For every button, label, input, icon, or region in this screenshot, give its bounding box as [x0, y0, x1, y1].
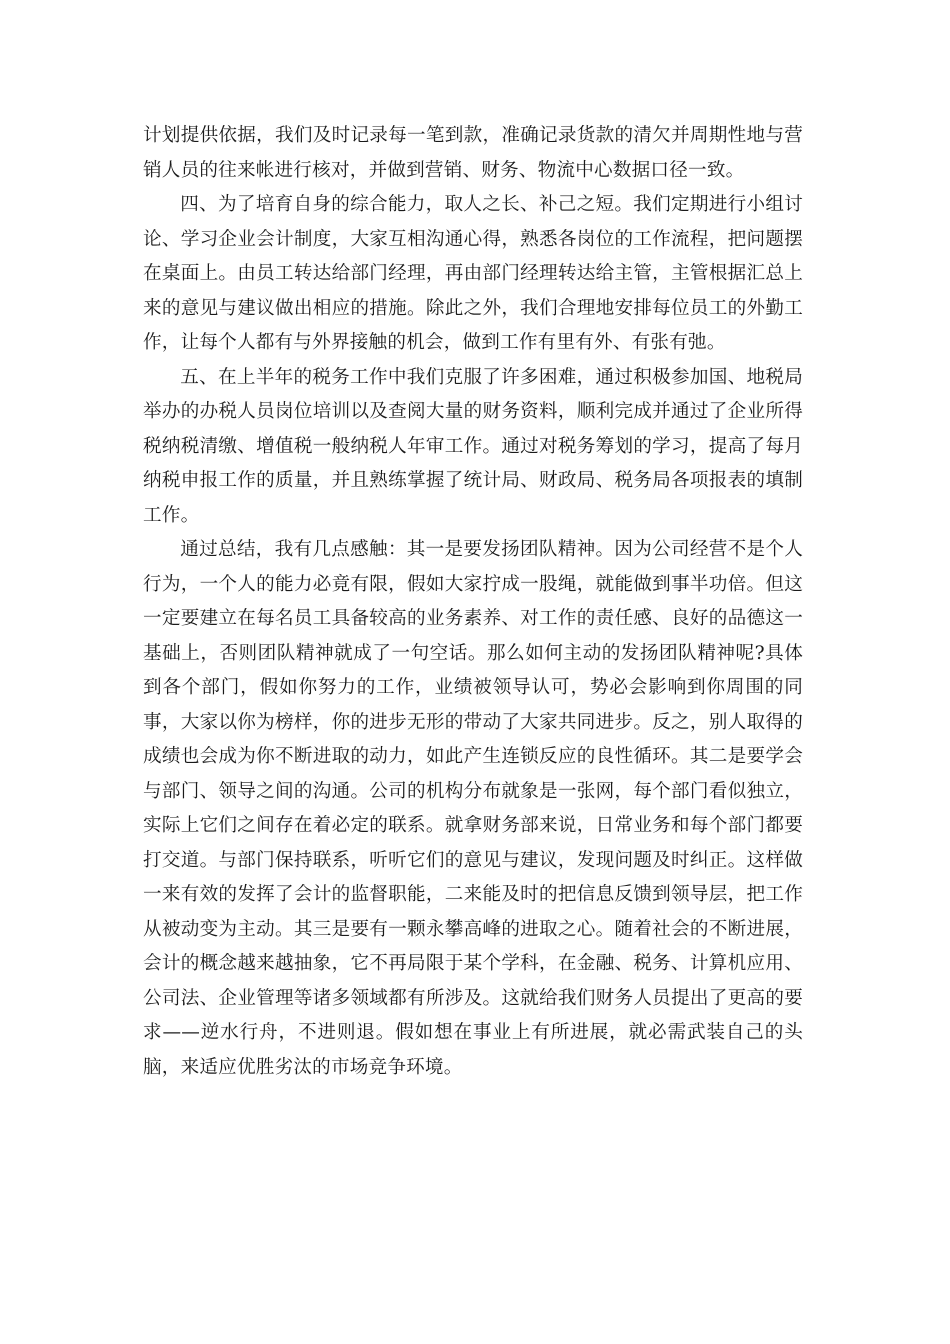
paragraph-summary: 通过总结，我有几点感触：其一是要发扬团队精神。因为公司经营不是个人行为，一个人的能力必竟有限，假如大家拧成一股绳，就能做到事半功倍。但这一定要建立在每名员工具备较高的业务素养、对工作的责任感、良好的品德这一基础上，否则团队精神就成了一句空话。那么如何主动的发扬团队精神呢?具体到各个部门，假如你努力的工作，业绩被领导认可，势必会影响到你周围的同事，大家以你为榜样，你的进步无形的带动了大家共同进步。反之，别人取得的成绩也会成为你不断进取的动力，如此产生连锁反应的良性循环。其二是要学会与部门、领导之间的沟通。公司的机构分布就象是一张网，每个部门看似独立，实际上它们之间存在着必定的联系。就拿财务部来说，日常业务和每个部门都要打交道。与部门保持联系，听听它们的意见与建议，发现问题及时纠正。这样做一来有效的发挥了会计的监督职能，二来能及时的把信息反馈到领导层，把工作从被动变为主动。其三是要有一颗永攀高峰的进取之心。随着社会的不断进展，会计的概念越来越抽象，它不再局限于某个学科，在金融、税务、计算机应用、公司法、企业管理等诸多领域都有所涉及。这就给我们财务人员提出了更高的要求——逆水行舟，不进则退。假如想在事业上有所进展，就必需武装自己的头脑，来适应优胜劣汰的市场竞争环境。 — [143, 539, 803, 1078]
paragraph-item-five: 五、在上半年的税务工作中我们克服了许多困难，通过积极参加国、地税局举办的办税人员岗位培训以及查阅大量的财务资料，顺利完成并通过了企业所得税纳税清缴、增值税一般纳税人年审工作。通过对税务筹划的学习，提高了每月纳税申报工作的质量，并且熟练掌握了统计局、财政局、税务局各项报表的填制工作。 — [143, 366, 803, 526]
document-body — [143, 119, 803, 1085]
paragraph-item-four: 四、为了培育自身的综合能力，取人之长、补己之短。我们定期进行小组讨论、学习企业会计制度，大家互相沟通心得，熟悉各岗位的工作流程，把问题摆在桌面上。由员工转达给部门经理，再由部门经理转达给主管，主管根据汇总上来的意见与建议做出相应的措施。除此之外，我们合理地安排每位员工的外勤工作，让每个人都有与外界接触的机会，做到工作有里有外、有张有弛。 — [143, 194, 803, 353]
paragraph-continuation: 计划提供依据，我们及时记录每一笔到款，准确记录货款的清欠并周期性地与营销人员的往来帐进行核对，并做到营销、财务、物流中心数据口径一致。 — [143, 125, 803, 181]
